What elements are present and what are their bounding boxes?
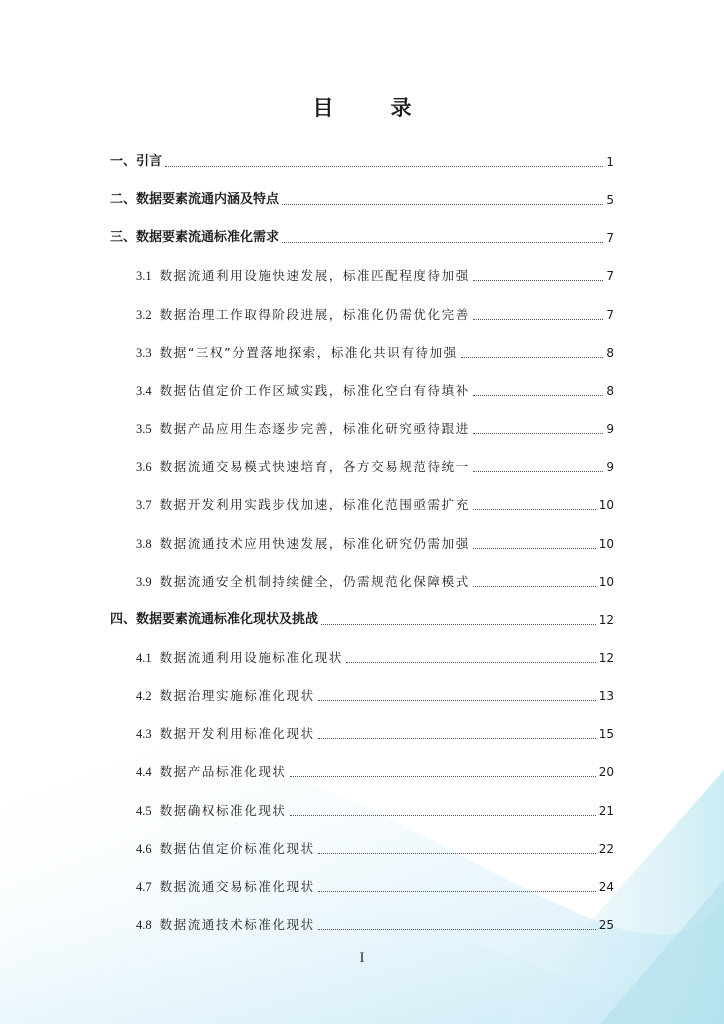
toc-entry-label — [136, 572, 470, 592]
toc-entry-label — [110, 228, 279, 248]
toc-entry-text: 数据估值定价标准化现状 — [159, 840, 315, 856]
toc-page-number: 10 — [598, 536, 614, 551]
toc-entry-label — [136, 457, 470, 477]
toc-entry-label — [136, 915, 315, 935]
toc-page-number: 8 — [606, 345, 614, 360]
toc-section-number: 4.8 — [136, 918, 152, 932]
toc-entry-text: 三、数据要素流通标准化需求 — [110, 230, 280, 246]
toc-section-entry[interactable] — [136, 305, 614, 325]
toc-entry-text: 数据产品应用生态逐步完善，标准化研究亟待跟进 — [159, 421, 470, 437]
toc-entry-text: 数据治理实施标准化现状 — [159, 688, 315, 704]
toc-entry-text: 数据流通技术标准化现状 — [159, 917, 315, 932]
toc-page-number: 7 — [606, 231, 614, 246]
toc-dot-leader — [282, 241, 603, 243]
toc-section-entry[interactable] — [136, 572, 614, 592]
toc-page-number: 22 — [598, 841, 614, 856]
toc-chapter-entry[interactable] — [110, 228, 614, 248]
toc-page-number: 9 — [606, 460, 614, 475]
toc-entry-label — [110, 190, 279, 210]
toc-entry-text: 数据确权标准化现状 — [159, 802, 287, 818]
toc-title: 目 录 — [312, 96, 430, 120]
toc-chapter-entry[interactable] — [110, 610, 614, 630]
toc-dot-leader — [318, 928, 596, 930]
toc-entry-label — [136, 686, 315, 706]
toc-entry-label — [136, 534, 470, 554]
toc-page-number: 15 — [598, 727, 614, 742]
toc-dot-leader — [461, 356, 604, 358]
toc-entry-text: 数据产品标准化现状 — [159, 764, 287, 780]
toc-entry-text: 数据开发利用实践步伐加速，标准化范围亟需扩充 — [159, 497, 470, 513]
toc-page-number: 20 — [598, 765, 614, 780]
toc-entry-text: 四、数据要素流通标准化现状及挑战 — [110, 611, 319, 627]
toc-entry-text: 一、引言 — [110, 154, 163, 169]
toc-entry-label — [136, 343, 458, 363]
toc-section-number: 4.6 — [136, 841, 152, 856]
toc-chapter-entry[interactable] — [110, 152, 614, 172]
toc-entry-text: 数据流通利用设施快速发展，标准匹配程度待加强 — [159, 268, 470, 284]
toc-entry-text: 数据“三权”分置落地探索，标准化共识有待加强 — [159, 344, 458, 360]
toc-entry-label — [136, 305, 470, 325]
toc-entry-text: 数据流通技术应用快速发展，标准化研究仍需加强 — [159, 535, 470, 551]
toc-section-number: 4.2 — [136, 689, 152, 704]
toc-dot-leader — [318, 737, 596, 739]
toc-entry-text: 二、数据要素流通内涵及特点 — [110, 192, 280, 208]
toc-page-number: 12 — [598, 612, 614, 627]
toc-section-entry[interactable] — [136, 419, 614, 439]
toc-page-number: 1 — [606, 155, 614, 169]
toc-section-number: 4.5 — [136, 803, 152, 818]
toc-dot-leader — [473, 279, 604, 281]
toc-entry-label — [136, 801, 287, 821]
toc-section-entry[interactable] — [136, 801, 614, 821]
page-number-roman: I — [359, 950, 365, 966]
toc-page-number: 7 — [606, 307, 614, 322]
toc-section-entry[interactable] — [136, 381, 614, 401]
toc-dot-leader — [282, 203, 603, 205]
toc-entry-text: 数据估值定价工作区域实践，标准化空白有待填补 — [159, 382, 470, 398]
toc-dot-leader — [473, 394, 604, 396]
toc-chapter-entry[interactable] — [110, 190, 614, 210]
toc-dot-leader — [473, 470, 604, 472]
toc-dot-leader — [473, 508, 596, 510]
toc-section-entry[interactable] — [136, 724, 614, 744]
toc-entry-label — [136, 762, 287, 782]
toc-section-number: 4.7 — [136, 879, 152, 894]
toc-page-number: 10 — [598, 574, 614, 589]
toc-page-number: 5 — [606, 193, 614, 208]
toc-entry-label — [136, 724, 315, 744]
toc-section-number: 4.1 — [136, 650, 152, 665]
toc-section-number: 4.3 — [136, 727, 152, 742]
toc-page-number: 10 — [598, 498, 614, 513]
toc-section-number: 3.5 — [136, 422, 152, 437]
toc-dot-leader — [290, 775, 596, 777]
toc-page-number: 24 — [598, 879, 614, 894]
toc-page-number: 12 — [598, 650, 614, 665]
toc-entry-text: 数据治理工作取得阶段进展，标准化仍需优化完善 — [159, 306, 470, 322]
toc-entry-label — [110, 610, 318, 630]
toc-dot-leader — [473, 432, 604, 434]
toc-dot-leader — [321, 623, 596, 625]
toc-dot-leader — [318, 699, 596, 701]
toc-entry-label — [110, 152, 162, 172]
toc-dot-leader — [318, 852, 596, 854]
toc-section-entry[interactable] — [136, 266, 614, 286]
toc-section-entry[interactable] — [136, 495, 614, 515]
toc-section-entry[interactable] — [136, 762, 614, 782]
toc-page-number: 21 — [598, 803, 614, 818]
toc-entry-label — [136, 839, 315, 859]
toc-page-number: 25 — [598, 918, 614, 932]
toc-dot-leader — [473, 547, 596, 549]
toc-section-number: 3.3 — [136, 345, 152, 360]
toc-dot-leader — [473, 318, 604, 320]
toc-entry-label — [136, 381, 470, 401]
toc-section-entry[interactable] — [136, 457, 614, 477]
toc-entry-text: 数据流通利用设施标准化现状 — [159, 649, 343, 665]
toc-section-entry[interactable] — [136, 343, 614, 363]
toc-page-number: 9 — [606, 422, 614, 437]
toc-section-number: 3.6 — [136, 460, 152, 475]
toc-dot-leader — [318, 890, 596, 892]
toc-entry-text: 数据流通安全机制持续健全，仍需规范化保障模式 — [159, 573, 470, 589]
toc-section-number: 3.9 — [136, 574, 152, 589]
toc-section-number: 3.1 — [136, 269, 152, 284]
toc-page-number: 13 — [598, 689, 614, 704]
toc-section-number: 4.4 — [136, 765, 152, 780]
toc-entry-label — [136, 648, 343, 668]
toc-section-number: 3.7 — [136, 498, 152, 513]
toc-section-entry[interactable] — [136, 686, 614, 706]
toc-page-number: 8 — [606, 383, 614, 398]
toc-section-number: 3.2 — [136, 307, 152, 322]
toc-dot-leader — [473, 585, 596, 587]
toc-entry-label — [136, 877, 315, 897]
toc-entry-label — [136, 266, 470, 286]
toc-section-entry[interactable] — [136, 648, 614, 668]
toc-section-entry[interactable] — [136, 915, 614, 935]
toc-entry-label — [136, 419, 470, 439]
toc-entry-text: 数据流通交易标准化现状 — [159, 878, 315, 894]
toc-page-number: 7 — [606, 269, 614, 284]
toc-section-number: 3.4 — [136, 383, 152, 398]
toc-section-entry[interactable] — [136, 839, 614, 859]
toc-entry-label — [136, 495, 470, 515]
toc-dot-leader — [165, 165, 603, 167]
toc-dot-leader — [290, 814, 596, 816]
toc-section-entry[interactable] — [136, 877, 614, 897]
toc-entry-text: 数据流通交易模式快速培育，各方交易规范待统一 — [159, 459, 470, 475]
toc-section-entry[interactable] — [136, 534, 614, 554]
toc-entry-text: 数据开发利用标准化现状 — [159, 726, 315, 742]
toc-dot-leader — [346, 661, 596, 663]
toc-section-number: 3.8 — [136, 536, 152, 551]
